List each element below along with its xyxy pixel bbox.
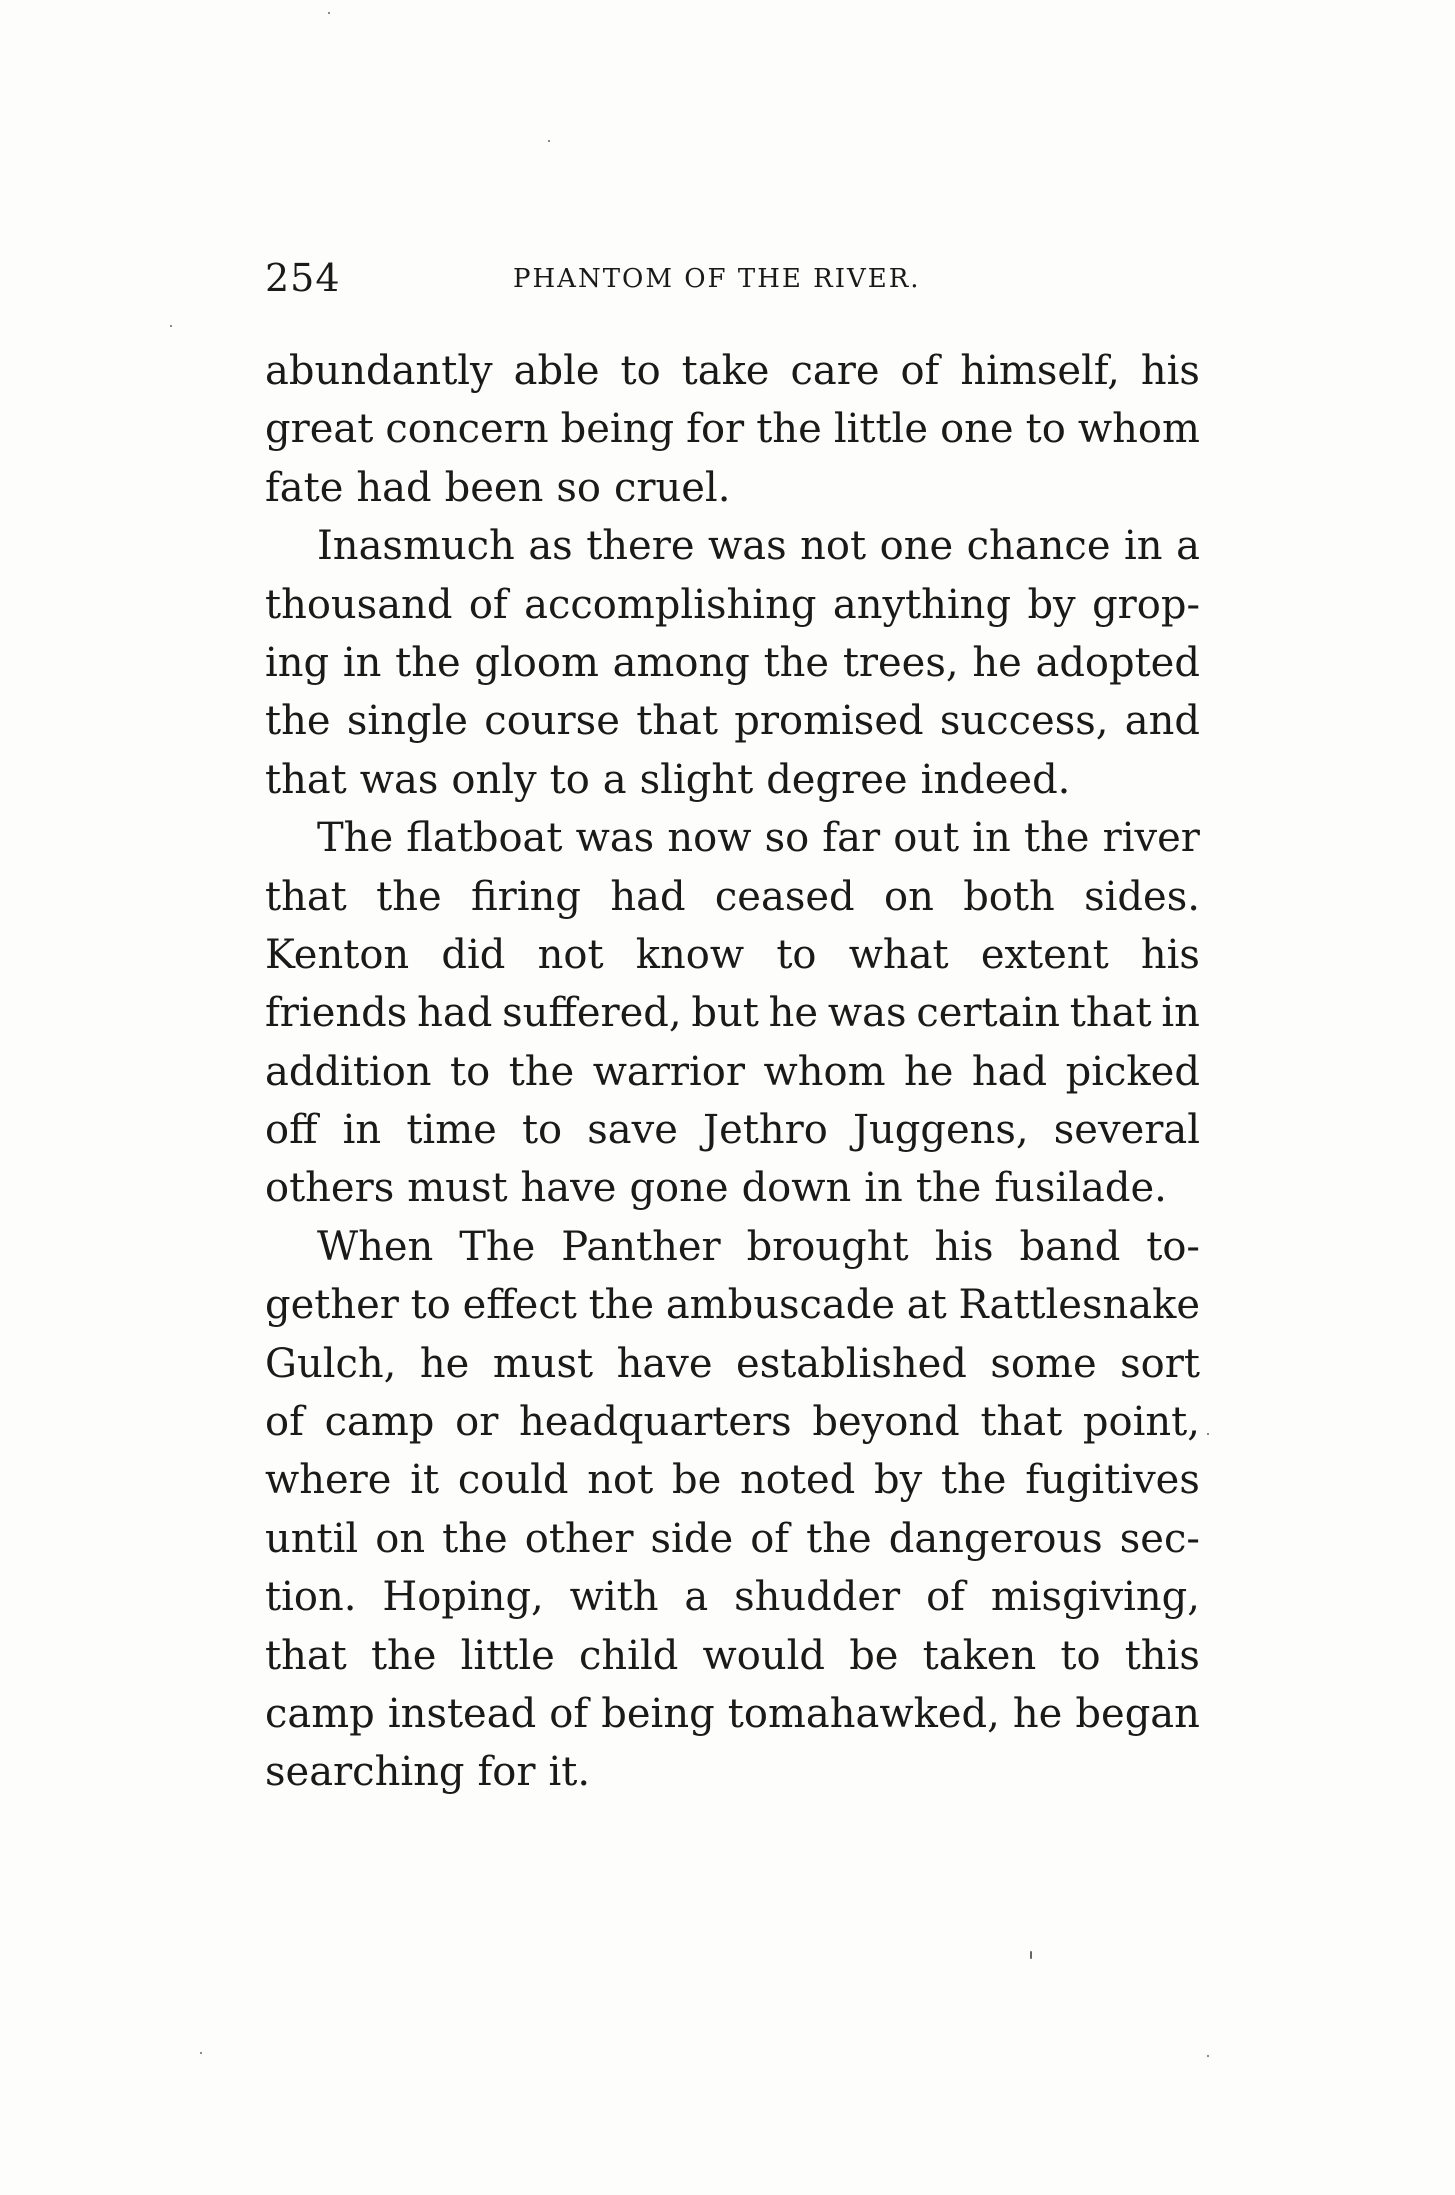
text-line: Inasmuch as there was not one chance in a (317, 523, 1200, 570)
text-line: where it could not be noted by the fugitives (265, 1457, 1200, 1504)
text-line: ing in the gloom among the trees, he adopted (265, 639, 1200, 686)
text-line: The flatboat was now so far out in the river (317, 815, 1200, 862)
body-text (265, 342, 1200, 1802)
text-line: addition to the warrior whom he had picked (265, 1048, 1200, 1095)
running-title: PHANTOM OF THE RIVER. (513, 264, 921, 294)
text-line: off in time to save Jethro Juggens, several (265, 1107, 1200, 1154)
text-line: of camp or headquarters beyond that point, (265, 1399, 1200, 1446)
text-line: friends had suffered, but he was certain that in (265, 990, 1200, 1037)
text-line: the single course that promised success, and (265, 698, 1200, 745)
running-head (265, 258, 1195, 298)
text-line: that the firing had ceased on both sides. (265, 873, 1200, 920)
text-line: camp instead of being tomahawked, he began (265, 1690, 1200, 1737)
text-line: When The Panther brought his band to- (317, 1223, 1200, 1270)
scan-speck (1030, 1951, 1032, 1959)
text-line: fate had been so cruel. (265, 464, 731, 511)
text-line: gether to effect the ambuscade at Rattlesnake (265, 1282, 1200, 1329)
scan-speck (548, 140, 550, 142)
text-line: thousand of accomplishing anything by grop- (265, 581, 1200, 628)
text-line: abundantly able to take care of himself, his (265, 348, 1200, 394)
scan-speck (170, 325, 172, 327)
text-line: Gulch, he must have established some sort (265, 1340, 1200, 1387)
scan-speck (328, 12, 330, 14)
page-number: 254 (265, 256, 341, 300)
scan-speck (1207, 1433, 1209, 1435)
text-line: tion. Hoping, with a shudder of misgiving, (265, 1574, 1200, 1621)
text-line: searching for it. (265, 1749, 591, 1796)
text-line: great concern being for the little one to whom (265, 406, 1200, 453)
scan-speck (1207, 2055, 1209, 2057)
text-line: Kenton did not know to what extent his (265, 931, 1200, 978)
text-line: until on the other side of the dangerous sec- (265, 1515, 1200, 1562)
text-line: others must have gone down in the fusilade. (265, 1165, 1167, 1212)
scan-speck (200, 2052, 202, 2054)
text-line: that the little child would be taken to this (265, 1632, 1200, 1679)
text-line: that was only to a slight degree indeed. (265, 756, 1071, 803)
